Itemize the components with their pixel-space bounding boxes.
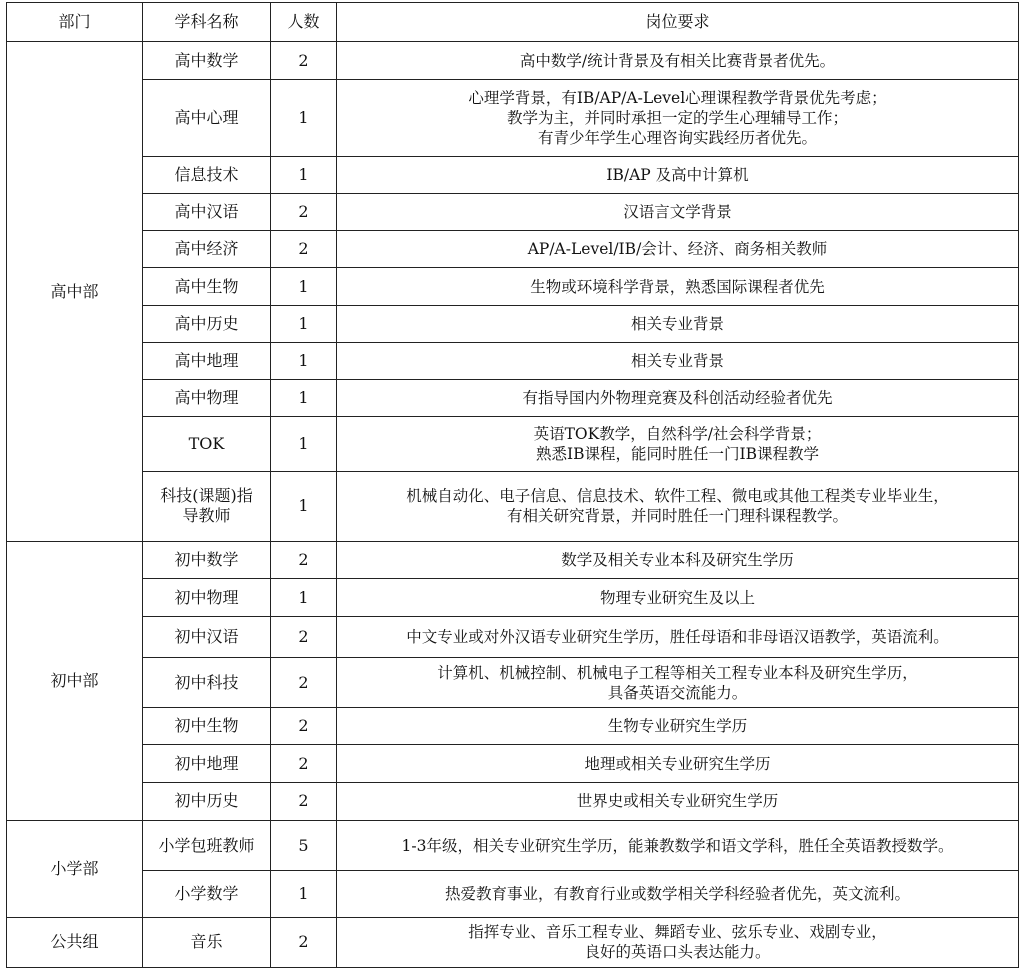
requirement-cell: 生物或环境科学背景，熟悉国际课程者优先 bbox=[337, 268, 1019, 305]
subject-cell: 小学包班教师 bbox=[143, 820, 271, 870]
subject-cell: 高中地理 bbox=[143, 342, 271, 379]
subject-cell: 高中物理 bbox=[143, 380, 271, 417]
count-cell: 1 bbox=[271, 80, 337, 156]
subject-cell: 小学数学 bbox=[143, 871, 271, 917]
count-cell: 2 bbox=[271, 616, 337, 657]
requirement-cell: 指挥专业、音乐工程专业、舞蹈专业、弦乐专业、戏剧专业， 良好的英语口头表达能力。 bbox=[337, 917, 1019, 967]
subject-cell: 高中生物 bbox=[143, 268, 271, 305]
subject-cell: 高中心理 bbox=[143, 80, 271, 156]
requirement-cell: 热爱教育事业，有教育行业或数学相关学科经验者优先，英文流利。 bbox=[337, 871, 1019, 917]
subject-cell: 科技(课题)指 导教师 bbox=[143, 471, 271, 541]
department-cell: 小学部 bbox=[7, 820, 143, 917]
table-row bbox=[7, 782, 1019, 820]
table-row bbox=[7, 708, 1019, 745]
requirement-cell: 中文专业或对外汉语专业研究生学历，胜任母语和非母语汉语教学，英语流利。 bbox=[337, 616, 1019, 657]
count-cell: 1 bbox=[271, 417, 337, 471]
subject-cell: 高中数学 bbox=[143, 42, 271, 80]
table-row bbox=[7, 42, 1019, 80]
requirement-cell: 生物专业研究生学历 bbox=[337, 708, 1019, 745]
department-cell: 高中部 bbox=[7, 42, 143, 542]
requirement-cell: 计算机、机械控制、机械电子工程等相关工程专业本科及研究生学历， 具备英语交流能力。 bbox=[337, 657, 1019, 707]
requirement-cell: 相关专业背景 bbox=[337, 305, 1019, 342]
table-row bbox=[7, 542, 1019, 579]
requirement-cell: 高中数学/统计背景及有相关比赛背景者优先。 bbox=[337, 42, 1019, 80]
subject-cell: 高中历史 bbox=[143, 305, 271, 342]
requirement-cell: 世界史或相关专业研究生学历 bbox=[337, 782, 1019, 820]
requirement-cell: 心理学背景，有IB/AP/A-Level心理课程教学背景优先考虑； 教学为主，并同时承担一定的学生心理辅导工作； 有青少年学生心理咨询实践经历者优先。 bbox=[337, 80, 1019, 156]
requirement-cell: 相关专业背景 bbox=[337, 342, 1019, 379]
table-row bbox=[7, 616, 1019, 657]
header-count: 人数 bbox=[271, 3, 337, 42]
count-cell: 2 bbox=[271, 708, 337, 745]
subject-cell: 初中物理 bbox=[143, 579, 271, 616]
recruitment-table bbox=[6, 2, 1019, 968]
subject-cell: 初中数学 bbox=[143, 542, 271, 579]
requirement-cell: 有指导国内外物理竞赛及科创活动经验者优先 bbox=[337, 380, 1019, 417]
requirement-cell: 1-3年级，相关专业研究生学历，能兼教数学和语文学科，胜任全英语教授数学。 bbox=[337, 820, 1019, 870]
department-cell: 初中部 bbox=[7, 542, 143, 821]
subject-cell: 初中历史 bbox=[143, 782, 271, 820]
table-body bbox=[7, 42, 1019, 968]
table-row bbox=[7, 193, 1019, 230]
requirement-cell: IB/AP 及高中计算机 bbox=[337, 156, 1019, 193]
table-row bbox=[7, 417, 1019, 471]
subject-cell: 初中科技 bbox=[143, 657, 271, 707]
header-row bbox=[7, 3, 1019, 42]
count-cell: 5 bbox=[271, 820, 337, 870]
requirement-cell: 物理专业研究生及以上 bbox=[337, 579, 1019, 616]
count-cell: 1 bbox=[271, 305, 337, 342]
subject-cell: 初中汉语 bbox=[143, 616, 271, 657]
table-row bbox=[7, 745, 1019, 782]
header-subject: 学科名称 bbox=[143, 3, 271, 42]
header-requirements: 岗位要求 bbox=[337, 3, 1019, 42]
requirement-cell: 机械自动化、电子信息、信息技术、软件工程、微电或其他工程类专业毕业生， 有相关研究背景，并同时胜任一门理科课程教学。 bbox=[337, 471, 1019, 541]
count-cell: 1 bbox=[271, 579, 337, 616]
subject-cell: 初中生物 bbox=[143, 708, 271, 745]
subject-cell: 信息技术 bbox=[143, 156, 271, 193]
count-cell: 2 bbox=[271, 193, 337, 230]
table-row bbox=[7, 231, 1019, 268]
requirement-cell: 汉语言文学背景 bbox=[337, 193, 1019, 230]
count-cell: 1 bbox=[271, 471, 337, 541]
table-row bbox=[7, 342, 1019, 379]
count-cell: 1 bbox=[271, 871, 337, 917]
department-cell: 公共组 bbox=[7, 917, 143, 967]
count-cell: 2 bbox=[271, 745, 337, 782]
requirement-cell: 地理或相关专业研究生学历 bbox=[337, 745, 1019, 782]
count-cell: 2 bbox=[271, 231, 337, 268]
table-row bbox=[7, 579, 1019, 616]
count-cell: 1 bbox=[271, 268, 337, 305]
subject-cell: 高中汉语 bbox=[143, 193, 271, 230]
count-cell: 1 bbox=[271, 342, 337, 379]
table-row bbox=[7, 156, 1019, 193]
table-row bbox=[7, 80, 1019, 156]
subject-cell: 初中地理 bbox=[143, 745, 271, 782]
count-cell: 1 bbox=[271, 380, 337, 417]
table-row bbox=[7, 657, 1019, 707]
table-row bbox=[7, 871, 1019, 917]
subject-cell: 高中经济 bbox=[143, 231, 271, 268]
count-cell: 1 bbox=[271, 156, 337, 193]
count-cell: 2 bbox=[271, 917, 337, 967]
table-row bbox=[7, 268, 1019, 305]
count-cell: 2 bbox=[271, 782, 337, 820]
table-row bbox=[7, 917, 1019, 967]
requirement-cell: 数学及相关专业本科及研究生学历 bbox=[337, 542, 1019, 579]
count-cell: 2 bbox=[271, 42, 337, 80]
subject-cell: TOK bbox=[143, 417, 271, 471]
subject-cell: 音乐 bbox=[143, 917, 271, 967]
requirement-cell: 英语TOK教学，自然科学/社会科学背景； 熟悉IB课程，能同时胜任一门IB课程教学 bbox=[337, 417, 1019, 471]
table-row bbox=[7, 820, 1019, 870]
table-row bbox=[7, 305, 1019, 342]
requirement-cell: AP/A-Level/IB/会计、经济、商务相关教师 bbox=[337, 231, 1019, 268]
count-cell: 2 bbox=[271, 542, 337, 579]
count-cell: 2 bbox=[271, 657, 337, 707]
table-row bbox=[7, 471, 1019, 541]
table-row bbox=[7, 380, 1019, 417]
header-department: 部门 bbox=[7, 3, 143, 42]
